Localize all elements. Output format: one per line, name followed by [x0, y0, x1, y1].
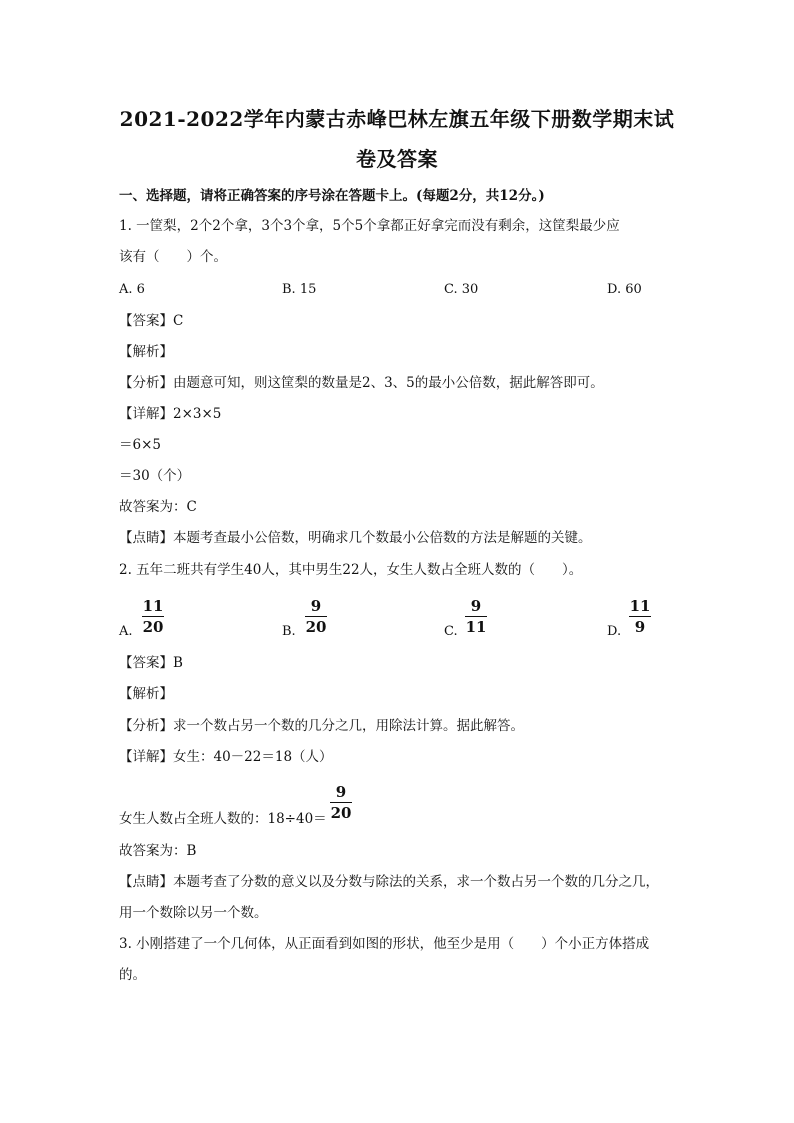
q2-stem: 2. 五年二班共有学生40人，其中男生22人，女生人数占全班人数的（ ）。 — [119, 562, 583, 578]
doc-title-line2: 卷及答案 — [356, 147, 438, 171]
q1-comment: 【点睛】本题考查最小公倍数，明确求几个数最小公倍数的方法是解题的关键。 — [119, 530, 592, 546]
fraction-bar — [629, 616, 651, 617]
fraction-denominator: 11 — [465, 618, 487, 636]
q2-option-d-letter: D. — [607, 624, 622, 639]
q2-detail: 【详解】女生：40－22＝18（人） — [119, 749, 333, 765]
q3-stem-line1: 3. 小刚搭建了一个几何体，从正面看到如图的形状，他至少是用（ ）个小正方体搭成 — [119, 936, 650, 952]
q1-detail: 【详解】2×3×5 — [119, 406, 222, 422]
fraction-bar — [305, 616, 327, 617]
q2-analysis-label: 【解析】 — [119, 686, 173, 702]
q1-step1: ＝6×5 — [119, 437, 161, 453]
q2-option-c-fraction — [465, 597, 487, 636]
fraction-denominator: 9 — [634, 618, 646, 636]
q1-conclusion: 故答案为：C — [119, 499, 197, 515]
q1-analysis-label: 【解析】 — [119, 344, 173, 360]
doc-title-line1: 2021-2022学年内蒙古赤峰巴林左旗五年级下册数学期末试 — [119, 107, 675, 131]
q2-option-c-letter: C. — [444, 624, 458, 639]
fraction-denominator: 20 — [330, 804, 352, 822]
q2-comment-line2: 用一个数除以另一个数。 — [119, 905, 268, 921]
section-heading: 一、选择题，请将正确答案的序号涂在答题卡上。(每题2分，共12分。) — [119, 188, 545, 204]
q2-conclusion: 故答案为：B — [119, 843, 197, 859]
fraction-bar — [330, 802, 352, 803]
q1-option-a: A. 6 — [119, 282, 145, 297]
fraction-denominator: 20 — [142, 618, 164, 636]
q1-option-b: B. 15 — [282, 282, 317, 297]
fraction-denominator: 20 — [305, 618, 327, 636]
q2-comment-line1: 【点睛】本题考查了分数的意义以及分数与除法的关系，求一个数占另一个数的几分之几， — [119, 874, 659, 890]
q1-step2: ＝30（个） — [119, 468, 191, 484]
fraction-numerator: 9 — [310, 597, 322, 615]
q1-stem-line2: 该有（ ）个。 — [119, 249, 227, 265]
q3-stem-line2: 的。 — [119, 967, 146, 983]
q2-option-a-fraction — [142, 597, 164, 636]
fraction-bar — [142, 616, 164, 617]
fraction-numerator: 11 — [142, 597, 164, 615]
q1-stem-line1: 1. 一筐梨，2个2个拿，3个3个拿，5个5个拿都正好拿完而没有剩余，这筐梨最少应 — [119, 218, 620, 234]
fraction-numerator: 11 — [629, 597, 651, 615]
fraction-bar — [465, 616, 487, 617]
q2-option-a-letter: A. — [119, 624, 133, 639]
q2-option-b-letter: B. — [282, 624, 296, 639]
q1-option-c: C. 30 — [444, 282, 479, 297]
q2-option-d-fraction — [629, 597, 651, 636]
fraction-numerator: 9 — [470, 597, 482, 615]
q1-answer: 【答案】C — [119, 313, 184, 329]
q2-ratio-fraction — [330, 783, 352, 822]
q2-ratio-text: 女生人数占全班人数的：18÷40＝ — [119, 811, 327, 827]
q1-option-d: D. 60 — [607, 282, 642, 297]
fraction-numerator: 9 — [335, 783, 347, 801]
q2-fenxi: 【分析】求一个数占另一个数的几分之几，用除法计算。据此解答。 — [119, 718, 524, 734]
q1-fenxi: 【分析】由题意可知，则这筐梨的数量是2、3、5的最小公倍数，据此解答即可。 — [119, 375, 604, 391]
q2-answer: 【答案】B — [119, 655, 183, 671]
q2-option-b-fraction — [305, 597, 327, 636]
